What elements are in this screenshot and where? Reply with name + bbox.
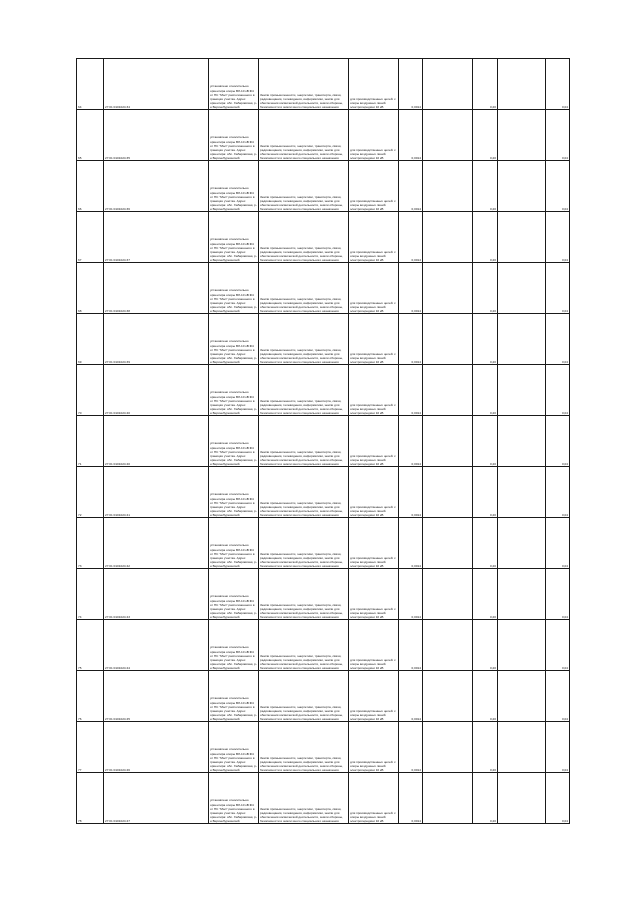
empty-cell	[423, 110, 473, 161]
permitted-use: для производственных целей: с опоры воздушных линий электропередачи 10 кВ	[349, 569, 399, 620]
area-value: 0,0014	[399, 518, 423, 569]
table-row	[77, 365, 570, 416]
permitted-use: для производственных целей: с опоры воздушных линий электропередачи 10 кВ	[349, 467, 399, 518]
row-number: 70	[77, 365, 104, 416]
location-description: установлено относительно ориентира опоры ВЛ-10 кВ Ф4 от ПС "Мал" расположенного в границах участка. Адрес ориентира: обл. Хабаровская, р-н Верхнебуреинский	[209, 671, 259, 722]
area-value: 0,0014	[399, 569, 423, 620]
empty-cell	[423, 59, 473, 110]
table-row	[77, 263, 570, 314]
table-row	[77, 722, 570, 773]
permitted-use: для производственных целей: с опоры воздушных линий электропередачи 10 кВ	[349, 263, 399, 314]
permitted-use: для производственных целей: с опоры воздушных линий электропередачи 10 кВ	[349, 110, 399, 161]
location-description: установлено относительно ориентира опоры ВЛ-10 кВ Ф4 от ПС "Мал" расположенного в границах участка. Адрес ориентира: обл. Хабаровская, р-н Верхнебуреинский	[209, 365, 259, 416]
cadastral-value: 0,20	[473, 416, 498, 467]
area-value: 0,0014	[399, 467, 423, 518]
area-value: 0,0014	[399, 722, 423, 773]
row-number: 71	[77, 416, 104, 467]
location-description: установлено относительно ориентира опоры ВЛ-10 кВ Ф4 от ПС "Мал" расположенного в границах участка. Адрес ориентира: обл. Хабаровская, р-н Верхнебуреинский	[209, 467, 259, 518]
empty-cell	[498, 467, 546, 518]
empty-cell	[423, 671, 473, 722]
land-category: Земли промышленности, энергетики, транспорта, связи, радиовещания, телевидения, информатики, земли для обеспечения космической деятельности, земли обороны, безопасности и земли иного специального назначения	[259, 416, 349, 467]
area-value: 0,0014	[399, 773, 423, 824]
empty-cell	[498, 722, 546, 773]
land-category: Земли промышленности, энергетики, транспорта, связи, радиовещания, телевидения, информатики, земли для обеспечения космической деятельности, земли обороны, безопасности и земли иного специального назначения	[259, 110, 349, 161]
cadastral-number: 27:01:0101024:37	[104, 212, 209, 263]
area-value: 0,0014	[399, 59, 423, 110]
cadastral-value: 0,20	[473, 365, 498, 416]
empty-cell	[498, 773, 546, 824]
rate-value: 0,04	[546, 416, 570, 467]
row-number: 75	[77, 620, 104, 671]
land-category: Земли промышленности, энергетики, транспорта, связи, радиовещания, телевидения, информатики, земли для обеспечения космической деятельности, земли обороны, безопасности и земли иного специального назначения	[259, 263, 349, 314]
row-number: 66	[77, 161, 104, 212]
cadastral-value: 0,20	[473, 212, 498, 263]
table-row	[77, 161, 570, 212]
area-value: 0,0014	[399, 620, 423, 671]
permitted-use: для производственных целей: с опоры воздушных линий электропередачи 10 кВ	[349, 722, 399, 773]
location-description: установлено относительно ориентира опоры ВЛ-10 кВ Ф4 от ПС "Мал" расположенного в границах участка. Адрес ориентира: обл. Хабаровская, р-н Верхнебуреинский	[209, 59, 259, 110]
land-category: Земли промышленности, энергетики, транспорта, связи, радиовещания, телевидения, информатики, земли для обеспечения космической деятельности, земли обороны, безопасности и земли иного специального назначения	[259, 59, 349, 110]
cadastral-value: 0,20	[473, 110, 498, 161]
empty-cell	[498, 161, 546, 212]
rate-value: 0,04	[546, 671, 570, 722]
rate-value: 0,04	[546, 263, 570, 314]
row-number: 72	[77, 467, 104, 518]
cadastral-number: 27:01:0101024:39	[104, 314, 209, 365]
location-description: установлено относительно ориентира опоры ВЛ-10 кВ Ф4 от ПС "Мал" расположенного в границах участка. Адрес ориентира: обл. Хабаровская, р-н Верхнебуреинский	[209, 416, 259, 467]
permitted-use: для производственных целей: с опоры воздушных линий электропередачи 10 кВ	[349, 518, 399, 569]
table-row	[77, 467, 570, 518]
area-value: 0,0014	[399, 416, 423, 467]
cadastral-value: 0,20	[473, 263, 498, 314]
table-row	[77, 59, 570, 110]
rate-value: 0,04	[546, 59, 570, 110]
empty-cell	[498, 671, 546, 722]
rate-value: 0,04	[546, 110, 570, 161]
location-description: установлено относительно ориентира опоры ВЛ-10 кВ Ф4 от ПС "Мал" расположенного в границах участка. Адрес ориентира: обл. Хабаровская, р-н Верхнебуреинский	[209, 212, 259, 263]
empty-cell	[498, 569, 546, 620]
area-value: 0,0014	[399, 161, 423, 212]
table-row	[77, 569, 570, 620]
empty-cell	[423, 365, 473, 416]
permitted-use: для производственных целей: с опоры воздушных линий электропередачи 10 кВ	[349, 314, 399, 365]
cadastral-number: 27:01:0101024:44	[104, 620, 209, 671]
rate-value: 0,04	[546, 620, 570, 671]
area-value: 0,0014	[399, 365, 423, 416]
area-value: 0,0014	[399, 671, 423, 722]
land-category: Земли промышленности, энергетики, транспорта, связи, радиовещания, телевидения, информатики, земли для обеспечения космической деятельности, земли обороны, безопасности и земли иного специального назначения	[259, 314, 349, 365]
cadastral-number: 27:01:0101024:35	[104, 110, 209, 161]
empty-cell	[498, 416, 546, 467]
location-description: установлено относительно ориентира опоры ВЛ-10 кВ Ф4 от ПС "Мал" расположенного в границах участка. Адрес ориентира: обл. Хабаровская, р-н Верхнебуреинский	[209, 518, 259, 569]
cadastral-value: 0,20	[473, 161, 498, 212]
land-category: Земли промышленности, энергетики, транспорта, связи, радиовещания, телевидения, информатики, земли для обеспечения космической деятельности, земли обороны, безопасности и земли иного специального назначения	[259, 620, 349, 671]
rate-value: 0,04	[546, 314, 570, 365]
land-category: Земли промышленности, энергетики, транспорта, связи, радиовещания, телевидения, информатики, земли для обеспечения космической деятельности, земли обороны, безопасности и земли иного специального назначения	[259, 518, 349, 569]
land-category: Земли промышленности, энергетики, транспорта, связи, радиовещания, телевидения, информатики, земли для обеспечения космической деятельности, земли обороны, безопасности и земли иного специального назначения	[259, 671, 349, 722]
cadastral-value: 0,20	[473, 722, 498, 773]
cadastral-number: 27:01:0101024:43	[104, 569, 209, 620]
empty-cell	[498, 59, 546, 110]
empty-cell	[498, 212, 546, 263]
permitted-use: для производственных целей: с опоры воздушных линий электропередачи 10 кВ	[349, 416, 399, 467]
empty-cell	[423, 722, 473, 773]
rate-value: 0,04	[546, 365, 570, 416]
land-category: Земли промышленности, энергетики, транспорта, связи, радиовещания, телевидения, информатики, земли для обеспечения космической деятельности, земли обороны, безопасности и земли иного специального назначения	[259, 212, 349, 263]
land-category: Земли промышленности, энергетики, транспорта, связи, радиовещания, телевидения, информатики, земли для обеспечения космической деятельности, земли обороны, безопасности и земли иного специального назначения	[259, 467, 349, 518]
land-category: Земли промышленности, энергетики, транспорта, связи, радиовещания, телевидения, информатики, земли для обеспечения космической деятельности, земли обороны, безопасности и земли иного специального назначения	[259, 773, 349, 824]
cadastral-number: 27:01:0101024:36	[104, 161, 209, 212]
empty-cell	[423, 620, 473, 671]
permitted-use: для производственных целей: с опоры воздушных линий электропередачи 10 кВ	[349, 620, 399, 671]
land-category: Земли промышленности, энергетики, транспорта, связи, радиовещания, телевидения, информатики, земли для обеспечения космической деятельности, земли обороны, безопасности и земли иного специального назначения	[259, 722, 349, 773]
table-row	[77, 671, 570, 722]
empty-cell	[423, 416, 473, 467]
area-value: 0,0014	[399, 110, 423, 161]
land-parcel-table	[76, 58, 570, 824]
permitted-use: для производственных целей: с опоры воздушных линий электропередачи 10 кВ	[349, 671, 399, 722]
location-description: установлено относительно ориентира опоры ВЛ-10 кВ Ф4 от ПС "Мал" расположенного в границах участка. Адрес ориентира: обл. Хабаровская, р-н Верхнебуреинский	[209, 263, 259, 314]
cadastral-value: 0,20	[473, 773, 498, 824]
location-description: установлено относительно ориентира опоры ВЛ-10 кВ Ф4 от ПС "Мал" расположенного в границах участка. Адрес ориентира: обл. Хабаровская, р-н Верхнебуреинский	[209, 314, 259, 365]
area-value: 0,0014	[399, 314, 423, 365]
empty-cell	[423, 314, 473, 365]
rate-value: 0,04	[546, 212, 570, 263]
cadastral-number: 27:01:0101024:46	[104, 722, 209, 773]
cadastral-number: 27:01:0101024:47	[104, 773, 209, 824]
empty-cell	[498, 620, 546, 671]
land-category: Земли промышленности, энергетики, транспорта, связи, радиовещания, телевидения, информатики, земли для обеспечения космической деятельности, земли обороны, безопасности и земли иного специального назначения	[259, 365, 349, 416]
cadastral-value: 0,20	[473, 569, 498, 620]
empty-cell	[498, 314, 546, 365]
land-category: Земли промышленности, энергетики, транспорта, связи, радиовещания, телевидения, информатики, земли для обеспечения космической деятельности, земли обороны, безопасности и земли иного специального назначения	[259, 161, 349, 212]
permitted-use: для производственных целей: с опоры воздушных линий электропередачи 10 кВ	[349, 773, 399, 824]
empty-cell	[498, 110, 546, 161]
cadastral-number: 27:01:0101024:40	[104, 365, 209, 416]
land-category: Земли промышленности, энергетики, транспорта, связи, радиовещания, телевидения, информатики, земли для обеспечения космической деятельности, земли обороны, безопасности и земли иного специального назначения	[259, 569, 349, 620]
permitted-use: для производственных целей: с опоры воздушных линий электропередачи 10 кВ	[349, 161, 399, 212]
table-row	[77, 620, 570, 671]
empty-cell	[423, 161, 473, 212]
row-number: 68	[77, 263, 104, 314]
rate-value: 0,04	[546, 569, 570, 620]
rate-value: 0,04	[546, 773, 570, 824]
cadastral-value: 0,20	[473, 671, 498, 722]
row-number: 78	[77, 773, 104, 824]
rate-value: 0,04	[546, 722, 570, 773]
cadastral-value: 0,20	[473, 59, 498, 110]
table-row	[77, 416, 570, 467]
cadastral-value: 0,20	[473, 467, 498, 518]
area-value: 0,0014	[399, 263, 423, 314]
empty-cell	[498, 518, 546, 569]
location-description: установлено относительно ориентира опоры ВЛ-10 кВ Ф4 от ПС "Мал" расположенного в границах участка. Адрес ориентира: обл. Хабаровская, р-н Верхнебуреинский	[209, 620, 259, 671]
row-number: 64	[77, 59, 104, 110]
location-description: установлено относительно ориентира опоры ВЛ-10 кВ Ф4 от ПС "Мал" расположенного в границах участка. Адрес ориентира: обл. Хабаровская, р-н Верхнебуреинский	[209, 773, 259, 824]
location-description: установлено относительно ориентира опоры ВЛ-10 кВ Ф4 от ПС "Мал" расположенного в границах участка. Адрес ориентира: обл. Хабаровская, р-н Верхнебуреинский	[209, 722, 259, 773]
empty-cell	[423, 569, 473, 620]
location-description: установлено относительно ориентира опоры ВЛ-10 кВ Ф4 от ПС "Мал" расположенного в границах участка. Адрес ориентира: обл. Хабаровская, р-н Верхнебуреинский	[209, 110, 259, 161]
row-number: 77	[77, 722, 104, 773]
empty-cell	[498, 365, 546, 416]
row-number: 67	[77, 212, 104, 263]
cadastral-number: 27:01:0101024:41	[104, 467, 209, 518]
location-description: установлено относительно ориентира опоры ВЛ-10 кВ Ф4 от ПС "Мал" расположенного в границах участка. Адрес ориентира: обл. Хабаровская, р-н Верхнебуреинский	[209, 161, 259, 212]
cadastral-number: 27:01:0101024:34	[104, 59, 209, 110]
row-number: 69	[77, 314, 104, 365]
empty-cell	[423, 773, 473, 824]
empty-cell	[423, 467, 473, 518]
empty-cell	[423, 212, 473, 263]
location-description: установлено относительно ориентира опоры ВЛ-10 кВ Ф4 от ПС "Мал" расположенного в границах участка. Адрес ориентира: обл. Хабаровская, р-н Верхнебуреинский	[209, 569, 259, 620]
rate-value: 0,04	[546, 518, 570, 569]
table-row	[77, 773, 570, 824]
row-number: 74	[77, 569, 104, 620]
area-value: 0,0014	[399, 212, 423, 263]
rate-value: 0,04	[546, 161, 570, 212]
row-number: 76	[77, 671, 104, 722]
rate-value: 0,04	[546, 467, 570, 518]
cadastral-value: 0,20	[473, 314, 498, 365]
permitted-use: для производственных целей: с опоры воздушных линий электропередачи 10 кВ	[349, 365, 399, 416]
empty-cell	[498, 263, 546, 314]
cadastral-number: 27:01:0101024:38	[104, 263, 209, 314]
table-row	[77, 212, 570, 263]
cadastral-value: 0,20	[473, 620, 498, 671]
empty-cell	[423, 263, 473, 314]
cadastral-value: 0,20	[473, 518, 498, 569]
row-number: 65	[77, 110, 104, 161]
cadastral-number: 27:01:0101024:45	[104, 671, 209, 722]
table-row	[77, 110, 570, 161]
table-row	[77, 314, 570, 365]
table-body	[77, 59, 570, 824]
cadastral-number: 27:01:0101024:42	[104, 518, 209, 569]
row-number: 73	[77, 518, 104, 569]
empty-cell	[423, 518, 473, 569]
permitted-use: для производственных целей: с опоры воздушных линий электропередачи 10 кВ	[349, 212, 399, 263]
table-row	[77, 518, 570, 569]
cadastral-number: 27:01:0101024:40	[104, 416, 209, 467]
permitted-use: для производственных целей: с опоры воздушных линий электропередачи 10 кВ	[349, 59, 399, 110]
